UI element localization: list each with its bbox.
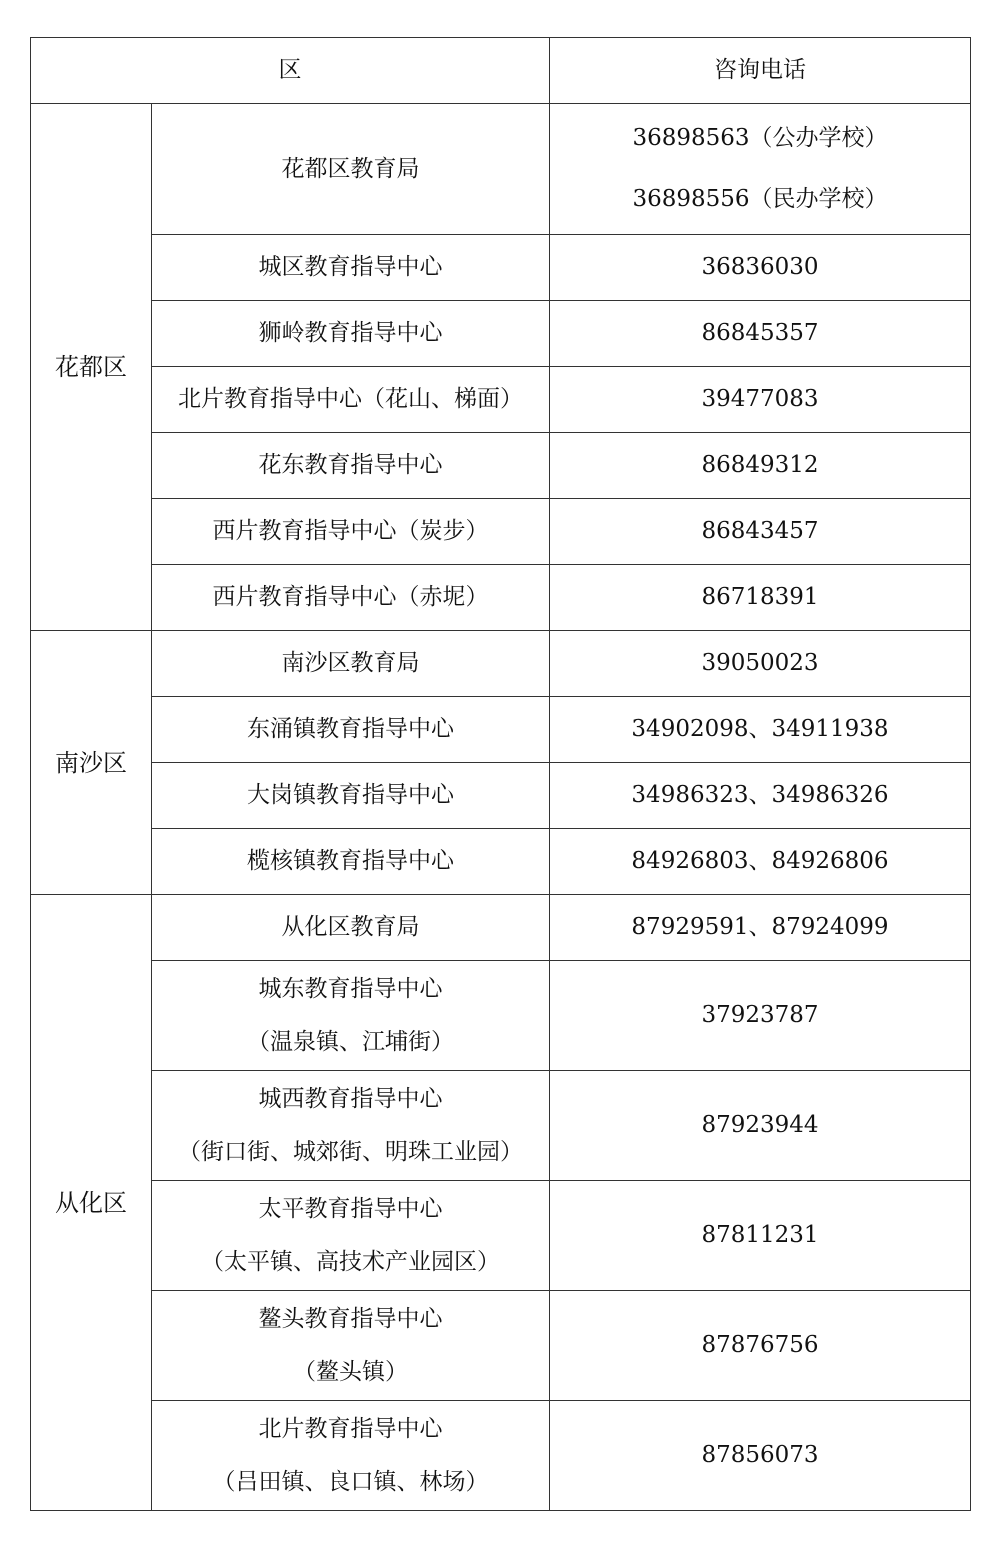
office-cell: 西片教育指导中心（炭步）	[152, 499, 550, 565]
table-row	[31, 565, 971, 631]
table-row	[31, 1291, 971, 1401]
phone-cell: 87929591、87924099	[550, 895, 971, 961]
phone-cell: 87876756	[550, 1291, 971, 1401]
table-row	[31, 1071, 971, 1181]
table-body	[31, 104, 971, 1511]
district-cell-conghua: 从化区	[31, 895, 152, 1511]
office-coverage: （吕田镇、良口镇、林场）	[212, 1468, 489, 1495]
contact-table	[30, 37, 971, 1511]
office-name: 鳌头教育指导中心	[258, 1305, 443, 1332]
office-cell	[152, 1291, 550, 1401]
office-cell	[152, 961, 550, 1071]
phone-cell: 39050023	[550, 631, 971, 697]
table-row	[31, 829, 971, 895]
table-row	[31, 1401, 971, 1511]
office-cell: 狮岭教育指导中心	[152, 301, 550, 367]
office-cell: 从化区教育局	[152, 895, 550, 961]
office-name: 太平教育指导中心	[258, 1195, 443, 1222]
phone-cell: 36836030	[550, 235, 971, 301]
table-row	[31, 1181, 971, 1291]
phone-cell: 39477083	[550, 367, 971, 433]
office-cell	[152, 1071, 550, 1181]
phone-cell: 84926803、84926806	[550, 829, 971, 895]
table-row	[31, 763, 971, 829]
office-cell	[152, 104, 550, 235]
phone-cell: 37923787	[550, 961, 971, 1071]
office-name: 城东教育指导中心	[258, 975, 443, 1002]
table-row	[31, 895, 971, 961]
header-district: 区	[31, 38, 550, 104]
phone-number: 36898563（公办学校）	[632, 125, 888, 151]
office-cell: 东涌镇教育指导中心	[152, 697, 550, 763]
office-cell: 西片教育指导中心（赤坭）	[152, 565, 550, 631]
office-cell: 北片教育指导中心（花山、梯面）	[152, 367, 550, 433]
phone-cell: 87856073	[550, 1401, 971, 1511]
phone-cell: 86849312	[550, 433, 971, 499]
office-cell: 大岗镇教育指导中心	[152, 763, 550, 829]
phone-cell	[550, 104, 971, 235]
table-row	[31, 433, 971, 499]
phone-cell: 87811231	[550, 1181, 971, 1291]
district-cell-huadu: 花都区	[31, 104, 152, 631]
office-name: 北片教育指导中心	[258, 1415, 443, 1442]
office-cell	[152, 1401, 550, 1511]
table-row	[31, 961, 971, 1071]
table-row	[31, 301, 971, 367]
office-name: 城西教育指导中心	[258, 1085, 443, 1112]
phone-cell: 34902098、34911938	[550, 697, 971, 763]
office-cell	[152, 1181, 550, 1291]
table-row	[31, 631, 971, 697]
header-row	[31, 38, 971, 104]
phone-cell: 34986323、34986326	[550, 763, 971, 829]
office-coverage: （街口街、城郊街、明珠工业园）	[178, 1138, 523, 1165]
office-coverage: （太平镇、高技术产业园区）	[201, 1248, 500, 1275]
office-coverage: （鳌头镇）	[293, 1358, 408, 1385]
phone-cell: 86843457	[550, 499, 971, 565]
phone-number: 36898556（民办学校）	[632, 186, 888, 212]
table-row	[31, 104, 971, 235]
office-cell: 城区教育指导中心	[152, 235, 550, 301]
office-coverage: （温泉镇、江埔街）	[247, 1028, 454, 1055]
office-cell: 南沙区教育局	[152, 631, 550, 697]
header-phone: 咨询电话	[550, 38, 971, 104]
phone-cell: 87923944	[550, 1071, 971, 1181]
office-name: 花都区教育局	[281, 155, 420, 182]
phone-cell: 86845357	[550, 301, 971, 367]
office-cell: 花东教育指导中心	[152, 433, 550, 499]
table-row	[31, 367, 971, 433]
table-row	[31, 697, 971, 763]
district-cell-nansha: 南沙区	[31, 631, 152, 895]
phone-cell: 86718391	[550, 565, 971, 631]
office-cell: 榄核镇教育指导中心	[152, 829, 550, 895]
table-row	[31, 499, 971, 565]
table-row	[31, 235, 971, 301]
